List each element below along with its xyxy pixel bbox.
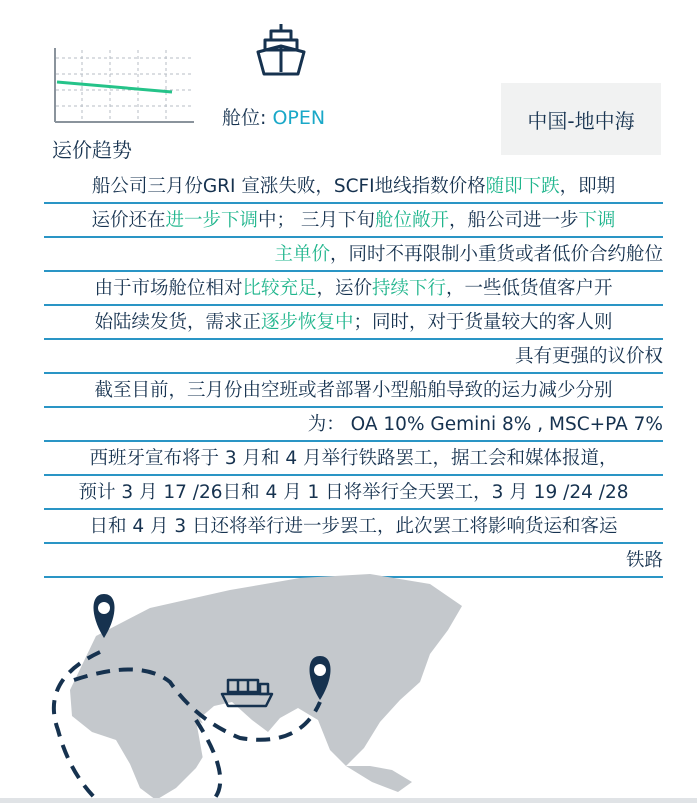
paragraph-capacity bbox=[44, 374, 663, 442]
container-ship-icon bbox=[254, 22, 308, 80]
space-label: 舱位: bbox=[222, 107, 267, 129]
text-line: 西班牙宣布将于 3 月和 4 月举行铁路罢工，据工会和媒体报道， bbox=[44, 442, 663, 476]
text-line: 截至目前，三月份由空班或者部署小型船舶导致的运力减少分别 bbox=[44, 374, 663, 408]
space-value: OPEN bbox=[272, 107, 326, 129]
text-line: 具有更强的议价权 bbox=[44, 340, 663, 374]
paragraph-strike bbox=[44, 442, 663, 578]
mini-trend-chart-icon bbox=[52, 48, 194, 126]
paragraph-gri bbox=[44, 170, 663, 272]
text-line: 由于市场舱位相对比较充足，运价持续下行，一些低货值客户开 bbox=[44, 272, 663, 306]
text-line: 日和 4 月 3 日还将举行进一步罢工，此次罢工将影响货运和客运 bbox=[44, 510, 663, 544]
text-line: 船公司三月份GRI 宣涨失败，SCFI地线指数价格随即下跌，即期 bbox=[44, 170, 663, 204]
text-line: 主单价，同时不再限制小重货或者低价合约舱位 bbox=[44, 238, 663, 272]
paragraph-market bbox=[44, 272, 663, 374]
text-line: 为： OA 10% Gemini 8% , MSC+PA 7% bbox=[44, 408, 663, 442]
landmass bbox=[70, 574, 462, 800]
trend-title: 运价趋势 bbox=[52, 138, 132, 162]
text-line: 运价还在进一步下调中； 三月下旬舱位敞开，船公司进一步下调 bbox=[44, 204, 663, 238]
route-map bbox=[0, 570, 697, 803]
text-line: 铁路 bbox=[44, 544, 663, 578]
text-line: 预计 3 月 17 /26日和 4 月 1 日将举行全天罢工，3 月 19 /24 /28 bbox=[44, 476, 663, 510]
space-status bbox=[222, 103, 325, 130]
route-badge bbox=[501, 83, 661, 155]
bottom-divider bbox=[0, 798, 697, 803]
text-line: 始陆续发货，需求正逐步恢复中；同时，对于货量较大的客人则 bbox=[44, 306, 663, 340]
route-label: 中国-地中海 bbox=[527, 108, 635, 133]
